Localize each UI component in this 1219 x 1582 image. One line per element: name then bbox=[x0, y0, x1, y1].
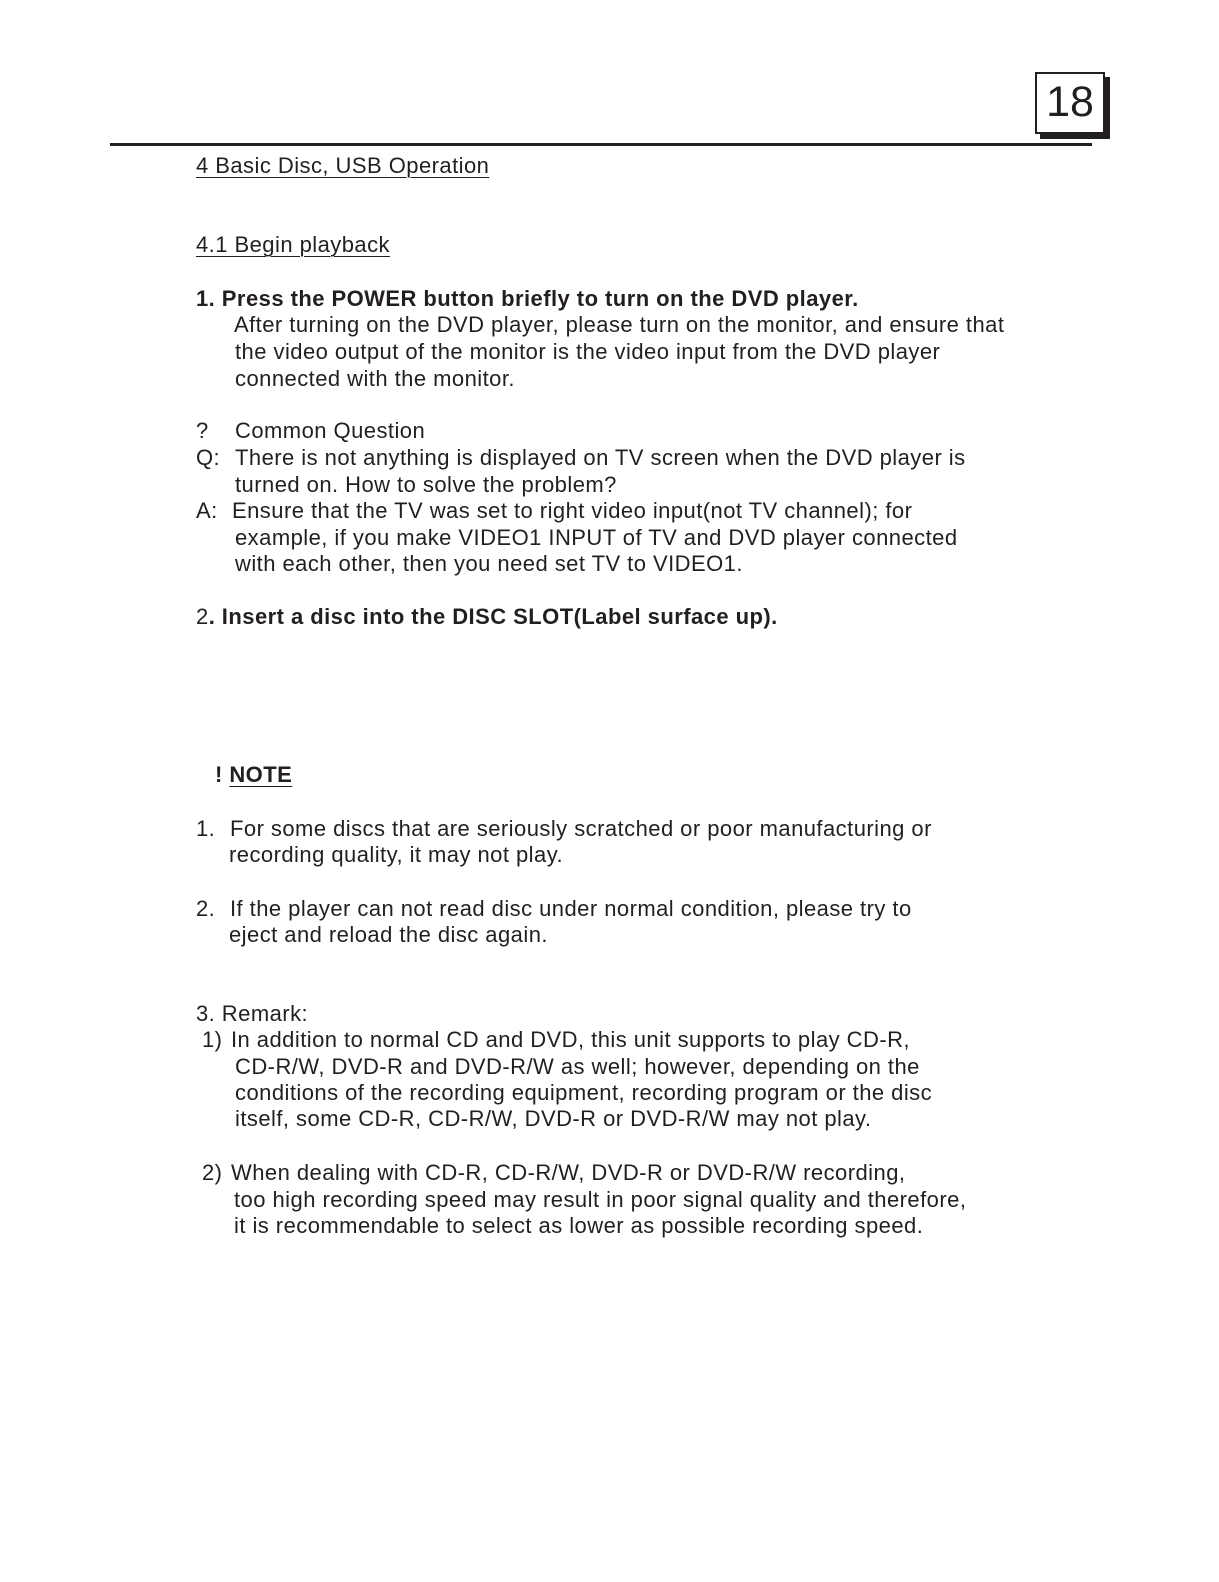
remark-item-number: 2) bbox=[202, 1160, 223, 1185]
faq-q-label: Q: bbox=[196, 445, 221, 470]
remark-item-line: CD-R/W, DVD-R and DVD-R/W as well; however, depending on the bbox=[235, 1054, 920, 1079]
remark-item-line: When dealing with CD-R, CD-R/W, DVD-R or DVD-R/W recording, bbox=[231, 1160, 906, 1185]
faq-a-line: Ensure that the TV was set to right video input(not TV channel); for bbox=[232, 498, 913, 523]
faq-q-line: There is not anything is displayed on TV screen when the DVD player is bbox=[235, 445, 966, 470]
note-item-line: recording quality, it may not play. bbox=[229, 842, 564, 867]
exclamation-icon: ! bbox=[215, 762, 223, 787]
question-mark-icon: ? bbox=[196, 418, 209, 443]
note-item-line: If the player can not read disc under normal condition, please try to bbox=[230, 896, 912, 921]
step1-heading: 1. Press the POWER button briefly to turn on the DVD player. bbox=[196, 286, 859, 311]
note-item-number: 1. bbox=[196, 816, 216, 841]
note-heading bbox=[215, 762, 292, 788]
faq-title: Common Question bbox=[235, 418, 426, 443]
section-title: 4.1 Begin playback bbox=[196, 232, 391, 257]
note-item-line: For some discs that are seriously scratched or poor manufacturing or bbox=[230, 816, 932, 841]
header-rule bbox=[110, 143, 1092, 146]
remark-item-number: 1) bbox=[202, 1027, 223, 1052]
remark-item-line: itself, some CD-R, CD-R/W, DVD-R or DVD-R/W may not play. bbox=[235, 1106, 872, 1131]
step1-line: After turning on the DVD player, please turn on the monitor, and ensure that bbox=[234, 312, 1005, 337]
remark-heading: 3. Remark: bbox=[196, 1001, 309, 1026]
faq-q-line: turned on. How to solve the problem? bbox=[235, 472, 617, 497]
page-number-box bbox=[1035, 72, 1105, 134]
remark-item-line: In addition to normal CD and DVD, this unit supports to play CD-R, bbox=[231, 1027, 910, 1052]
remark-item-line: conditions of the recording equipment, recording program or the disc bbox=[235, 1080, 933, 1105]
page-number: 18 bbox=[1046, 78, 1094, 126]
note-item-number: 2. bbox=[196, 896, 216, 921]
step1-line: the video output of the monitor is the video input from the DVD player bbox=[235, 339, 941, 364]
note-title: NOTE bbox=[229, 762, 293, 787]
remark-item-line: it is recommendable to select as lower as possible recording speed. bbox=[234, 1213, 924, 1238]
chapter-title: 4 Basic Disc, USB Operation bbox=[196, 153, 490, 178]
faq-a-line: example, if you make VIDEO1 INPUT of TV and DVD player connected bbox=[235, 525, 958, 550]
step2-number: 2 bbox=[196, 604, 209, 629]
step2-text: . Insert a disc into the DISC SLOT(Label surface up). bbox=[208, 604, 778, 629]
faq-a-label: A: bbox=[196, 498, 218, 523]
note-item-line: eject and reload the disc again. bbox=[229, 922, 548, 947]
step1-line: connected with the monitor. bbox=[235, 366, 515, 391]
remark-item-line: too high recording speed may result in poor signal quality and therefore, bbox=[234, 1187, 967, 1212]
step2-heading bbox=[196, 604, 778, 630]
faq-a-line: with each other, then you need set TV to VIDEO1. bbox=[235, 551, 743, 576]
